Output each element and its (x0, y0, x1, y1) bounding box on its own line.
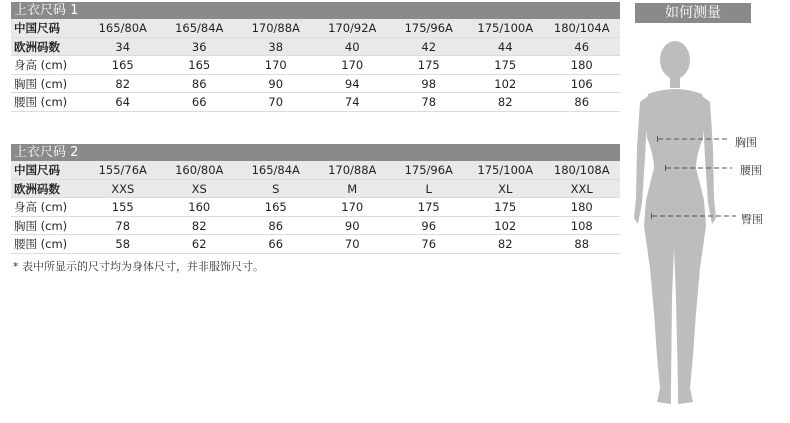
table-cell: 180/104A (553, 21, 610, 35)
table-cell: XXS (111, 181, 135, 196)
table-cell: 175 (417, 58, 440, 72)
table-cell: 82 (497, 95, 513, 109)
table-row (11, 161, 620, 180)
row-label: 身高 (cm) (14, 58, 68, 72)
table-cell: 86 (574, 95, 590, 109)
table-cell: 175/96A (404, 163, 453, 177)
table-cell: 170 (264, 58, 287, 72)
table-cell: 66 (191, 95, 207, 109)
table-cell: 175/100A (477, 21, 534, 35)
body-silhouette-figure (630, 38, 740, 410)
table-cell: 160 (188, 200, 211, 214)
table-title: 上衣尺码 2 (11, 144, 620, 161)
table-cell: 102 (494, 76, 517, 91)
table-cell: 165 (188, 58, 211, 72)
table-cell: 170 (341, 58, 364, 72)
table-cell: 90 (268, 76, 284, 91)
table-row (11, 198, 620, 217)
table-cell: 175 (417, 200, 440, 214)
table-cell: 34 (115, 39, 131, 54)
table-cell: 165 (111, 58, 134, 72)
row-label: 欧洲码数 (14, 39, 60, 54)
table-cell: 40 (344, 39, 360, 54)
table-cell: 165/80A (98, 21, 147, 35)
table-cell: S (272, 181, 280, 196)
table-cell: 44 (497, 39, 513, 54)
table-cell: 78 (115, 218, 131, 233)
table-cell: 82 (115, 76, 131, 91)
row-label: 身高 (cm) (14, 200, 68, 214)
table-cell: 36 (191, 39, 207, 54)
table-cell: 64 (115, 95, 131, 109)
row-label: 腰围 (cm) (14, 95, 68, 109)
table-cell: 165/84A (175, 21, 224, 35)
table-cell: 180/108A (553, 163, 610, 177)
table-cell: 175 (494, 200, 517, 214)
table-cell: 70 (344, 237, 360, 251)
table-row (11, 38, 620, 57)
table-cell: 94 (344, 76, 360, 91)
row-label: 胸围 (cm) (14, 218, 68, 233)
table-cell: 160/80A (175, 163, 224, 177)
table-cell: 175/100A (477, 163, 534, 177)
table-cell: 74 (344, 95, 360, 109)
size-table-2 (11, 144, 620, 254)
table-row (11, 235, 620, 254)
waist-label: 腰围 (740, 164, 762, 177)
table-cell: 78 (421, 95, 437, 109)
table-cell: 155 (111, 200, 134, 214)
table-cell: XXL (570, 181, 593, 196)
footnote: * 表中所显示的尺寸均为身体尺寸，并非服饰尺寸。 (13, 260, 264, 273)
table-row (11, 75, 620, 94)
row-label: 胸围 (cm) (14, 76, 68, 91)
table-cell: 170/92A (328, 21, 377, 35)
table-cell: 86 (268, 218, 284, 233)
table-cell: 98 (421, 76, 437, 91)
table-row (11, 217, 620, 236)
table-cell: 66 (268, 237, 284, 251)
table-cell: L (425, 181, 432, 196)
row-label: 中国尺码 (14, 21, 60, 35)
table-cell: M (347, 181, 358, 196)
chest-label: 胸围 (735, 136, 757, 149)
size-table-1 (11, 2, 620, 112)
hip-label: 臀围 (741, 213, 763, 226)
table-cell: 82 (191, 218, 207, 233)
how-to-measure-title: 如何测量 (635, 3, 751, 23)
table-cell: 62 (191, 237, 207, 251)
table-cell: 108 (570, 218, 593, 233)
table-cell: 102 (494, 218, 517, 233)
table-cell: 46 (574, 39, 590, 54)
table-cell: 106 (570, 76, 593, 91)
table-cell: 170 (341, 200, 364, 214)
table-cell: 86 (191, 76, 207, 91)
table-cell: 180 (570, 200, 593, 214)
table-cell: 82 (497, 237, 513, 251)
table-cell: 90 (344, 218, 360, 233)
table-cell: 76 (421, 237, 437, 251)
table-row (11, 180, 620, 199)
table-cell: 165/84A (251, 163, 300, 177)
table-row (11, 56, 620, 75)
row-label: 中国尺码 (14, 163, 60, 177)
row-label: 腰围 (cm) (14, 237, 68, 251)
table-cell: 38 (268, 39, 284, 54)
table-row (11, 19, 620, 38)
table-cell: 170/88A (328, 163, 377, 177)
table-title: 上衣尺码 1 (11, 2, 620, 19)
table-cell: 58 (115, 237, 131, 251)
table-cell: XL (498, 181, 513, 196)
table-cell: 170/88A (251, 21, 300, 35)
row-label: 欧洲码数 (14, 181, 60, 196)
table-cell: 180 (570, 58, 593, 72)
table-cell: 42 (421, 39, 437, 54)
table-cell: 175 (494, 58, 517, 72)
table-row (11, 93, 620, 112)
table-cell: XS (191, 181, 207, 196)
table-cell: 88 (574, 237, 590, 251)
table-cell: 96 (421, 218, 437, 233)
table-cell: 175/96A (404, 21, 453, 35)
table-cell: 165 (264, 200, 287, 214)
table-cell: 155/76A (98, 163, 147, 177)
table-cell: 70 (268, 95, 284, 109)
